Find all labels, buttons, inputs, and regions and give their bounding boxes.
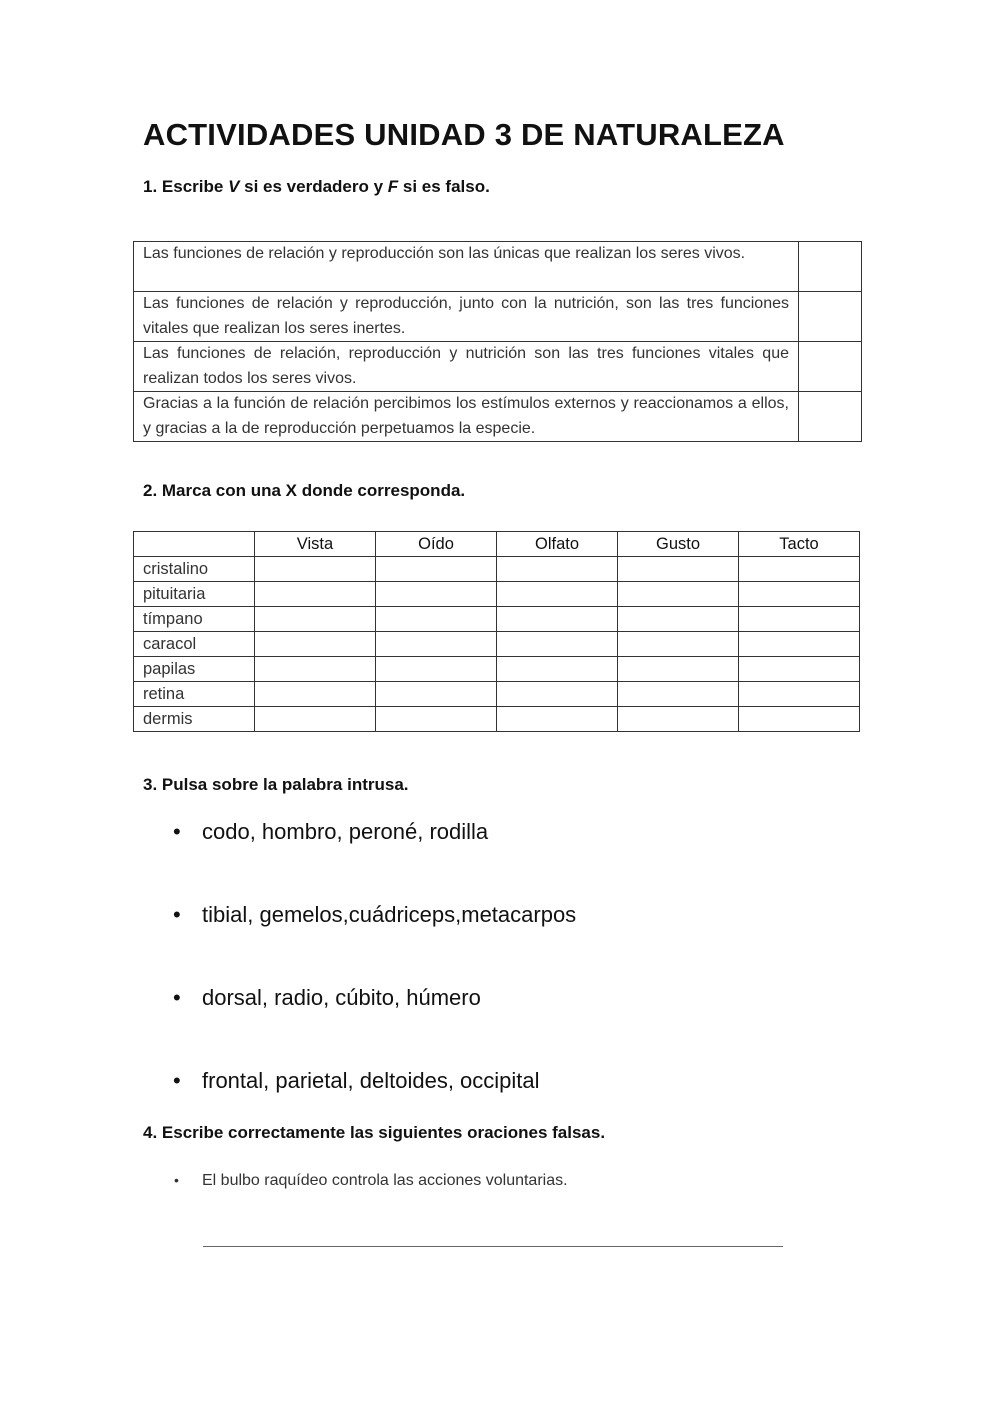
mark-cell[interactable] — [739, 557, 860, 582]
column-header: Olfato — [497, 532, 618, 557]
column-header: Vista — [255, 532, 376, 557]
mark-cell[interactable] — [497, 657, 618, 682]
bullet-icon: • — [173, 902, 181, 927]
section4-heading: 4. Escribe correctamente las siguientes oraciones falsas. — [143, 1123, 606, 1142]
table-row — [134, 582, 860, 607]
false-sentence: El bulbo raquídeo controla las acciones voluntarias. — [202, 1172, 568, 1189]
table-row — [134, 342, 862, 392]
table-row — [134, 657, 860, 682]
header-empty-cell — [134, 532, 255, 557]
word-group[interactable]: dorsal, radio, cúbito, húmero — [202, 985, 481, 1010]
mark-cell[interactable] — [618, 582, 739, 607]
mark-cell[interactable] — [497, 707, 618, 732]
list-item — [174, 1170, 568, 1191]
list-item — [173, 902, 576, 928]
mark-cell[interactable] — [497, 682, 618, 707]
section2-heading: 2. Marca con una X donde corresponda. — [143, 481, 466, 500]
section3-heading: 3. Pulsa sobre la palabra intrusa. — [143, 775, 409, 794]
section1-heading-suffix: si es falso. — [398, 177, 490, 196]
mark-cell[interactable] — [618, 607, 739, 632]
row-label: retina — [134, 682, 255, 707]
mark-cell[interactable] — [255, 657, 376, 682]
section1-heading-v: V — [228, 177, 240, 196]
bullet-icon: • — [173, 1068, 181, 1093]
mark-cell[interactable] — [739, 607, 860, 632]
column-header: Oído — [376, 532, 497, 557]
row-label: cristalino — [134, 557, 255, 582]
word-group[interactable]: codo, hombro, peroné, rodilla — [202, 819, 489, 844]
answer-line[interactable] — [203, 1246, 783, 1247]
list-item — [173, 985, 481, 1011]
mark-cell[interactable] — [739, 657, 860, 682]
bullet-icon: • — [173, 819, 181, 844]
mark-cell[interactable] — [739, 632, 860, 657]
word-group[interactable]: tibial, gemelos,cuádriceps,metacarpos — [202, 902, 577, 927]
statement-text: Gracias a la función de relación percibimos los estímulos externos y reaccionamos a ellos, y gracias a la de reproducción perpetuamos la especie. — [134, 392, 799, 442]
mark-cell[interactable] — [497, 557, 618, 582]
word-group[interactable]: frontal, parietal, deltoides, occipital — [202, 1068, 540, 1093]
table-row — [134, 607, 860, 632]
table-row — [134, 632, 860, 657]
table-row — [134, 242, 862, 292]
statement-text: Las funciones de relación y reproducción, junto con la nutrición, son las tres funciones vitales que realizan los seres inertes. — [134, 292, 799, 342]
table-row — [134, 707, 860, 732]
table-row — [134, 392, 862, 442]
row-label: pituitaria — [134, 582, 255, 607]
mark-cell[interactable] — [255, 707, 376, 732]
answer-box[interactable] — [799, 292, 862, 342]
mark-cell[interactable] — [618, 682, 739, 707]
mark-cell[interactable] — [497, 632, 618, 657]
bullet-icon: • — [174, 1172, 179, 1188]
row-label: tímpano — [134, 607, 255, 632]
answer-box[interactable] — [799, 342, 862, 392]
mark-cell[interactable] — [376, 657, 497, 682]
column-header: Tacto — [739, 532, 860, 557]
section1-heading — [143, 177, 490, 197]
mark-cell[interactable] — [255, 607, 376, 632]
list-item — [173, 1068, 540, 1094]
senses-table — [133, 531, 860, 732]
statement-text: Las funciones de relación, reproducción y nutrición son las tres funciones vitales que realizan todos los seres vivos. — [134, 342, 799, 392]
answer-box[interactable] — [799, 392, 862, 442]
row-label: dermis — [134, 707, 255, 732]
table-row — [134, 682, 860, 707]
mark-cell[interactable] — [376, 582, 497, 607]
mark-cell[interactable] — [618, 632, 739, 657]
table-row — [134, 292, 862, 342]
mark-cell[interactable] — [618, 557, 739, 582]
true-false-table — [133, 241, 862, 442]
mark-cell[interactable] — [255, 682, 376, 707]
mark-cell[interactable] — [618, 707, 739, 732]
mark-cell[interactable] — [739, 707, 860, 732]
mark-cell[interactable] — [255, 632, 376, 657]
list-item — [173, 819, 488, 845]
mark-cell[interactable] — [739, 682, 860, 707]
page-title: ACTIVIDADES UNIDAD 3 DE NATURALEZA — [143, 117, 785, 152]
section1-heading-prefix: 1. Escribe — [143, 177, 229, 196]
section1-heading-mid: si es verdadero y — [239, 177, 388, 196]
mark-cell[interactable] — [739, 582, 860, 607]
answer-box[interactable] — [799, 242, 862, 292]
column-header: Gusto — [618, 532, 739, 557]
mark-cell[interactable] — [376, 682, 497, 707]
mark-cell[interactable] — [376, 632, 497, 657]
table-row — [134, 557, 860, 582]
row-label: papilas — [134, 657, 255, 682]
row-label: caracol — [134, 632, 255, 657]
mark-cell[interactable] — [618, 657, 739, 682]
mark-cell[interactable] — [376, 707, 497, 732]
table-header-row — [134, 532, 860, 557]
statement-text: Las funciones de relación y reproducción son las únicas que realizan los seres vivos. — [134, 242, 799, 292]
mark-cell[interactable] — [497, 582, 618, 607]
section1-heading-f: F — [387, 177, 399, 196]
mark-cell[interactable] — [255, 557, 376, 582]
bullet-icon: • — [173, 985, 181, 1010]
mark-cell[interactable] — [497, 607, 618, 632]
mark-cell[interactable] — [376, 557, 497, 582]
mark-cell[interactable] — [255, 582, 376, 607]
mark-cell[interactable] — [376, 607, 497, 632]
